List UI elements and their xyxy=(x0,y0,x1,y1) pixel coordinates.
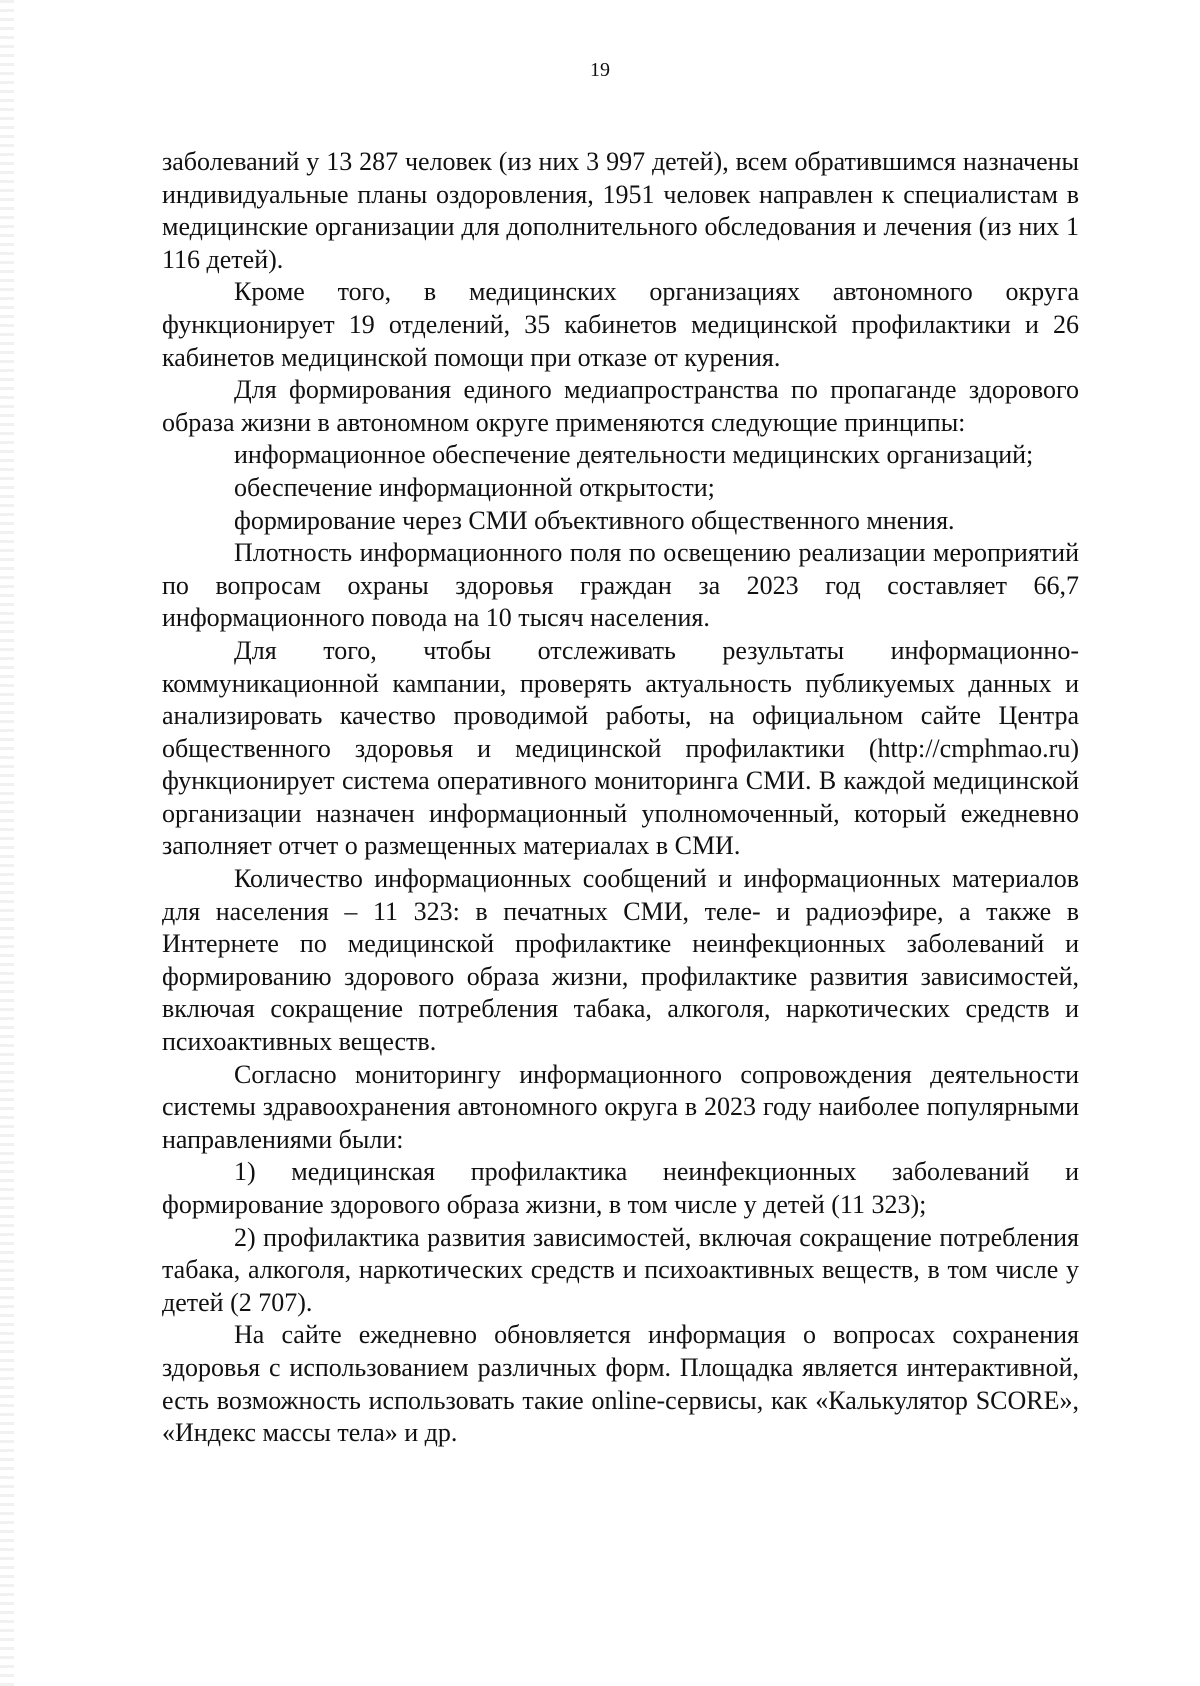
list-item-direction-2: 2) профилактика развития зависимостей, включая сокращение потребления табака, алкоголя, наркотических средств и психоактивных веществ, в том числе у детей (2 707). xyxy=(162,1222,1079,1317)
paragraph-media-principles-intro: Для формирования единого медиапространства по пропаганде здорового образа жизни в автономном округе применяются следующие принципы: xyxy=(162,375,1079,437)
paragraph-media-monitoring: Для того, чтобы отслеживать результаты информационно-коммуникационной кампании, проверять актуальность публикуемых данных и анализировать качество проводимой работы, на официальном сайте Центра общественного здоровья и медицинской профилактики (http://cmphmao.ru) функционирует система оперативного мониторинга СМИ. В каждой медицинской организации назначен информационный уполномоченный, который ежедневно заполняет отчет о размещенных материалах в СМИ. xyxy=(162,635,1079,861)
list-item-direction-1: 1) медицинская профилактика неинфекционных заболеваний и формирование здорового образа жизни, в том числе у детей (11 323); xyxy=(162,1157,1079,1219)
paragraph-information-density: Плотность информационного поля по освещению реализации мероприятий по вопросам охраны здоровья граждан за 2023 год составляет 66,7 информационного повода на 10 тысяч населения. xyxy=(162,538,1079,633)
principle-item-information-support: информационное обеспечение деятельности медицинских организаций; xyxy=(234,440,1034,470)
paragraph-continuation: заболеваний у 13 287 человек (из них 3 997 детей), всем обратившимся назначены индивидуальные планы оздоровления, 1951 человек направлен к специалистам в медицинские организации для дополнительного обследования и лечения (из них 1 116 детей). xyxy=(162,147,1079,274)
paragraph-website-services: На сайте ежедневно обновляется информация о вопросах сохранения здоровья с использованием различных форм. Площадка является интерактивной, есть возможность использовать такие online-сервисы, как «Калькулятор SCORE», «Индекс массы тела» и др. xyxy=(162,1320,1079,1448)
paragraph-message-count: Количество информационных сообщений и информационных материалов для населения – 11 323: в печатных СМИ, теле- и радиоэфире, а также в Интернете по медицинской профилактике неинфекционных заболеваний и формированию здорового образа жизни, профилактике развития зависимостей, включая сокращение потребления табака, алкоголя, наркотических средств и психоактивных веществ. xyxy=(162,864,1079,1057)
page-number: 19 xyxy=(590,59,610,81)
principle-item-public-opinion: формирование через СМИ объективного общественного мнения. xyxy=(234,505,955,535)
paragraph-popular-directions-intro: Согласно мониторингу информационного сопровождения деятельности системы здравоохранения автономного округа в 2023 году наиболее популярными направлениями были: xyxy=(162,1059,1079,1154)
principle-item-openness: обеспечение информационной открытости; xyxy=(234,472,715,502)
document-body xyxy=(162,146,1079,1450)
scan-edge-artifact xyxy=(0,0,14,1686)
paragraph-medical-units: Кроме того, в медицинских организациях автономного округа функционирует 19 отделений, 35 кабинетов медицинской профилактики и 26 кабинетов медицинской помощи при отказе от курения. xyxy=(162,277,1079,372)
